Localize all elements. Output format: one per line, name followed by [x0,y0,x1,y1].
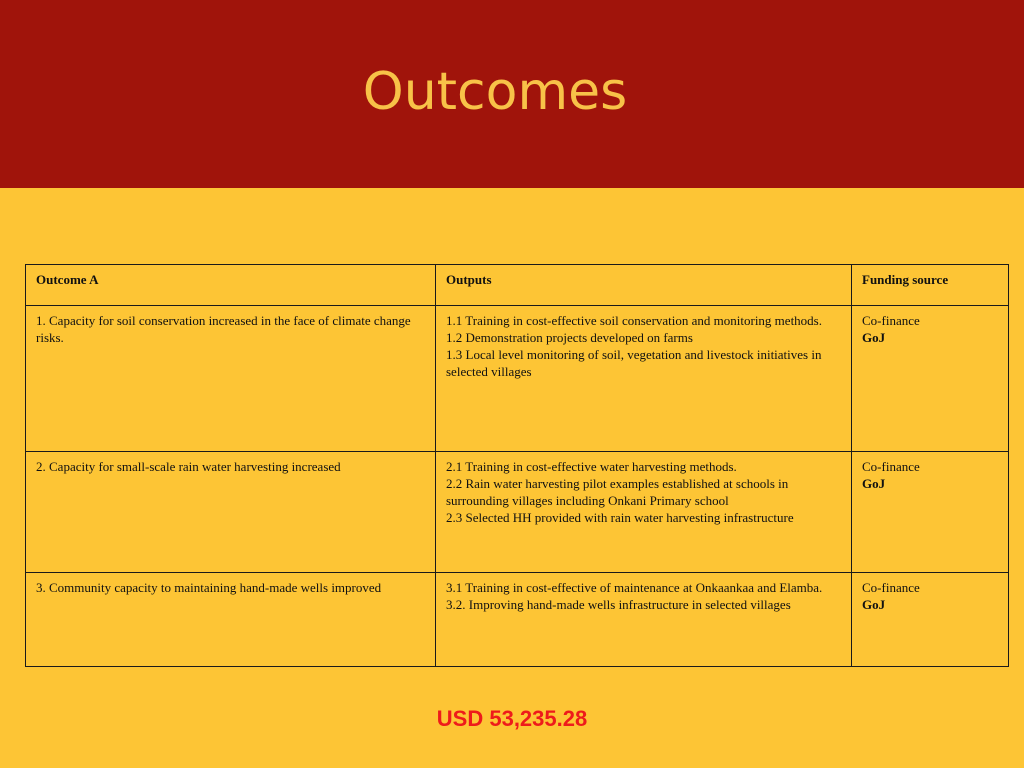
funding-cell [852,573,1009,667]
table-row [26,306,1009,452]
funding-source: GoJ [862,330,886,345]
outcome-cell: 1. Capacity for soil conservation increased in the face of climate change risks. [26,306,436,452]
funding-source: GoJ [862,476,886,491]
header-outcome: Outcome A [26,265,436,306]
outcome-cell: 2. Capacity for small-scale rain water harvesting increased [26,452,436,573]
total-amount: USD 53,235.28 [436,706,588,731]
funding-cell [852,452,1009,573]
output-item: 2.2 Rain water harvesting pilot examples established at schools in surrounding villages including Onkani Primary school [446,476,789,508]
output-item: 3.2. Improving hand-made wells infrastructure in selected villages [446,597,791,612]
output-item: 2.1 Training in cost-effective water harvesting methods. [446,459,737,474]
output-item: 1.2 Demonstration projects developed on farms [446,330,693,345]
header-outputs: Outputs [436,265,852,306]
funding-type: Co-finance [862,580,920,595]
outcomes-table [25,264,1009,667]
output-item: 1.3 Local level monitoring of soil, vegetation and livestock initiatives in selected villages [446,347,822,379]
table-header-row [26,265,1009,306]
funding-type: Co-finance [862,313,920,328]
output-item: 2.3 Selected HH provided with rain water harvesting infrastructure [446,510,794,525]
funding-type: Co-finance [862,459,920,474]
output-item: 1.1 Training in cost-effective soil conservation and monitoring methods. [446,313,822,328]
slide-title: Outcomes [362,62,628,122]
outputs-cell [436,306,852,452]
outputs-cell [436,573,852,667]
table-row [26,573,1009,667]
outcome-cell: 3. Community capacity to maintaining hand-made wells improved [26,573,436,667]
table-row [26,452,1009,573]
output-item: 3.1 Training in cost-effective of maintenance at Onkaankaa and Elamba. [446,580,823,595]
funding-cell [852,306,1009,452]
header-funding-source: Funding source [852,265,1009,306]
outputs-cell [436,452,852,573]
funding-source: GoJ [862,597,886,612]
